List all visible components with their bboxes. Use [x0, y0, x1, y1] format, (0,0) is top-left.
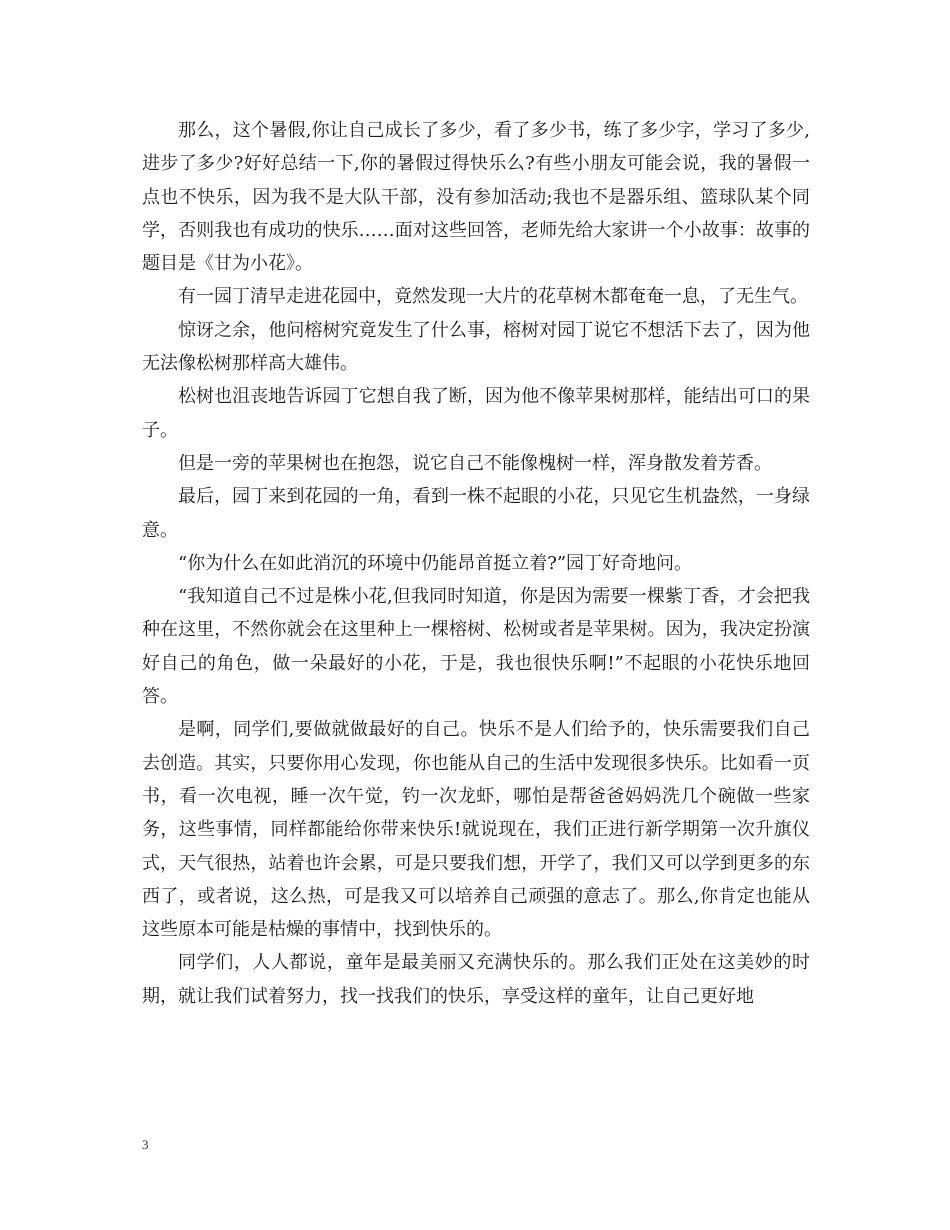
- paragraph-3: 惊讶之余，他问榕树究竟发生了什么事，榕树对园丁说它不想活下去了，因为他无法像松树那样高大雄伟。: [142, 319, 810, 375]
- paragraph-4: 松树也沮丧地告诉园丁它想自我了断，因为他不像苹果树那样，能结出可口的果子。: [142, 386, 810, 441]
- paragraph-2: 有一园丁清早走进花园中，竟然发现一大片的花草树木都奄奄一息，了无生气。: [178, 286, 808, 308]
- paragraph-6: 最后，园丁来到花园的一角，看到一株不起眼的小花，只见它生机盎然，一身绿意。: [142, 486, 810, 541]
- paragraph-7: “你为什么在如此消沉的环境中仍能昂首挺立着?”园丁好奇地问。: [178, 552, 693, 574]
- paragraph-9: 是啊，同学们,要做就做最好的自己。快乐不是人们给予的，快乐需要我们自己去创造。其实，只要你用心发现，你也能从自己的生活中发现很多快乐。比如看一页书，看一次电视，睡一次午觉，钓一次龙虾，哪怕是帮爸爸妈妈洗几个碗做一些家务，这些事情，同样都能给你带来快乐!就说现在，我们正进行新学期第一次升旗仪式，天气很热，站着也许会累，可是只要我们想，开学了，我们又可以学到更多的东西了，或者说，这么热，可是我又可以培养自己顽强的意志了。那么,你肯定也能从这些原本可能是枯燥的事情中，找到快乐的。: [142, 719, 810, 941]
- paragraph-1: 那么，这个暑假,你让自己成长了多少，看了多少书，练了多少字，学习了多少,进步了多少?好好总结一下,你的暑假过得快乐么?有些小朋友可能会说，我的暑假一点也不快乐，因为我不是大队干部，没有参加活动;我也不是器乐组、篮球队某个同学，否则我也有成功的快乐……面对这些回答，老师先给大家讲一个小故事：故事的题目是《甘为小花》。: [142, 120, 810, 275]
- page-number: 3: [142, 1137, 149, 1152]
- paragraph-10: 同学们，人人都说，童年是最美丽又充满快乐的。那么我们正处在这美妙的时期，就让我们试着努力，找一找我们的快乐，享受这样的童年，让自己更好地: [142, 952, 810, 1007]
- paragraph-8: “我知道自己不过是株小花,但我同时知道，你是因为需要一棵紫丁香，才会把我种在这里，不然你就会在这里种上一棵榕树、松树或者是苹果树。因为，我决定扮演好自己的角色，做一朵最好的小花，于是，我也很快乐啊!”不起眼的小花快乐地回答。: [142, 586, 810, 708]
- body-text: [142, 114, 810, 1013]
- paragraph-5: 但是一旁的苹果树也在抱怨，说它自己不能像槐树一样，浑身散发着芳香。: [178, 452, 772, 474]
